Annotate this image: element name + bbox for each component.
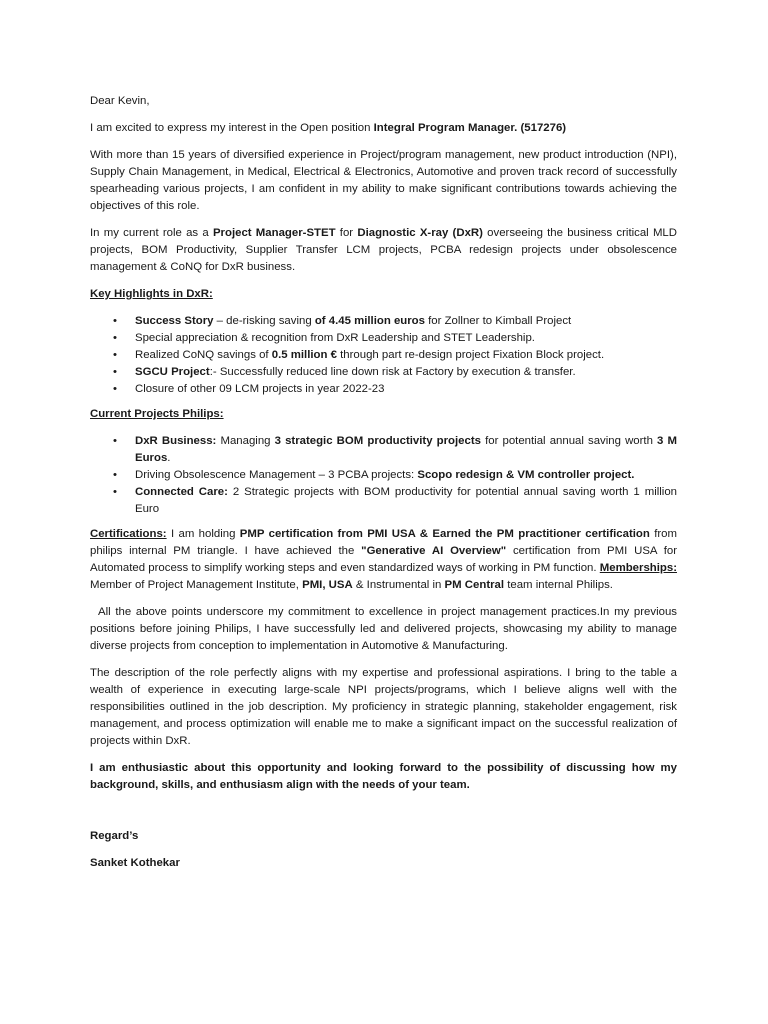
certifications-label: Certifications:	[90, 528, 167, 540]
list-item: • Special appreciation & recognition from DxR Leadership and STET Leadership.	[135, 330, 677, 347]
current-role-paragraph: In my current role as a Project Manager-STET for Diagnostic X-ray (DxR) overseeing the business critical MLD projects, BOM Productivity, Supplier Transfer LCM projects, PCBA redesign projects under obsolescence management & CoNQ for DxR business.	[90, 227, 677, 273]
list-item: • Success Story – de-risking saving of 4.45 million euros for Zollner to Kimball Project	[135, 313, 677, 330]
projects-list	[90, 433, 677, 518]
intro-paragraph: I am excited to express my interest in the Open position Integral Program Manager. (517276)	[90, 122, 567, 134]
projects-heading: Current Projects Philips:	[90, 408, 224, 420]
cover-letter	[90, 93, 677, 882]
list-item: • Closure of other 09 LCM projects in year 2022-23	[135, 381, 677, 398]
certifications-paragraph: Certifications: I am holding PMP certification from PMI USA & Earned the PM practitioner certification from philips internal PM triangle. I have achieved the "Generative AI Overview" certification from PMI USA for Automated process to simplify working steps and even standardized ways of working in PM function. Memberships: Member of Project Management Institute, PMI, USA & Instrumental in PM Central team internal Philips.	[90, 528, 677, 591]
list-item: • SGCU Project:- Successfully reduced line down risk at Factory by execution & transfer.	[135, 364, 677, 381]
signature-name: Sanket Kothekar	[90, 857, 180, 869]
list-item: • Driving Obsolescence Management – 3 PCBA projects: Scopo redesign & VM controller project.	[135, 467, 677, 484]
memberships-label: Memberships:	[599, 562, 677, 574]
signoff: Regard’s	[90, 830, 139, 842]
experience-paragraph: With more than 15 years of diversified experience in Project/program management, new product introduction (NPI), Supply Chain Management, in Medical, Electrical & Electronics, Automotive and proven track record of successfully spearheading various projects, I am confident in my ability to make significant contributions towards achieving the objectives of this role.	[90, 149, 677, 212]
list-item: • Connected Care: 2 Strategic projects with BOM productivity for potential annual saving worth 1 million Euro	[135, 484, 677, 518]
list-item: • DxR Business: Managing 3 strategic BOM productivity projects for potential annual saving worth 3 M Euros.	[135, 433, 677, 467]
commitment-paragraph: All the above points underscore my commitment to excellence in project management practices.In my previous positions before joining Philips, I have successfully led and delivered projects, showcasing my ability to manage diverse projects from conception to implementation in Automotive & Manufacturing.	[90, 606, 677, 652]
greeting: Dear Kevin,	[90, 95, 150, 107]
closing-paragraph: I am enthusiastic about this opportunity and looking forward to the possibility of discussing how my background, skills, and enthusiasm align with the needs of your team.	[90, 762, 677, 791]
alignment-paragraph: The description of the role perfectly aligns with my expertise and professional aspirations. I bring to the table a wealth of experience in executing large-scale NPI projects/programs, which I believe aligns well with the responsibilities outlined in the job description. My proficiency in strategic planning, stakeholder engagement, risk management, and process optimization will enable me to make a significant impact on the successful realization of projects within DxR.	[90, 667, 677, 747]
highlights-list	[90, 313, 677, 398]
list-item: • Realized CoNQ savings of 0.5 million € through part re-design project Fixation Block project.	[135, 347, 677, 364]
position-title: Integral Program Manager. (517276)	[373, 122, 567, 134]
highlights-heading: Key Highlights in DxR:	[90, 288, 213, 300]
